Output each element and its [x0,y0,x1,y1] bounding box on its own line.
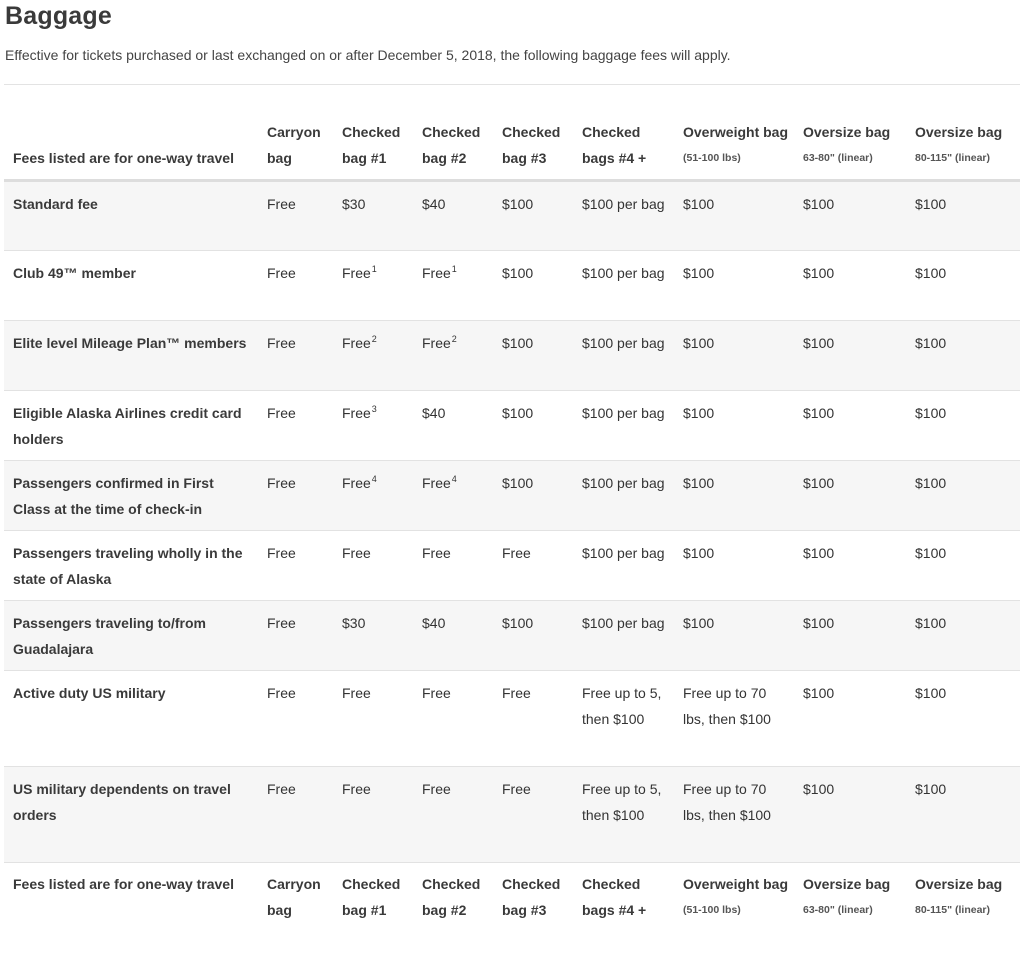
fee-cell [413,531,493,601]
fee-cell [906,767,1020,863]
fee-value: $100 per bag [582,265,665,281]
column-label: Fees listed are for one-way travel [13,150,234,166]
fee-value: Free up to 70 lbs, then $100 [683,685,771,727]
table-footer [4,863,1020,954]
column-sublabel: 80-115" (linear) [915,904,991,916]
fee-value: $100 per bag [582,196,665,212]
fee-cell [906,461,1020,531]
fee-value: $100 per bag [582,405,665,421]
fee-cell [573,321,674,391]
row-label: Elite level Mileage Plan™ members [13,335,247,351]
column-header-cell [573,85,674,181]
fee-cell [906,671,1020,767]
fee-value: Free up to 70 lbs, then $100 [683,781,771,823]
fee-cell [493,251,573,321]
fee-cell [333,181,413,251]
fee-value: $100 [502,335,534,351]
column-header-cell [4,85,258,181]
footer-row [4,863,1020,954]
fee-cell [413,321,493,391]
fee-cell [258,321,333,391]
column-footer-cell [258,863,333,954]
fee-value: $40 [422,196,446,212]
fee-value: Free [267,335,296,351]
fee-value: Free [267,781,296,797]
fee-value: $100 [915,545,947,561]
column-label: Overweight bag [683,876,789,892]
fee-cell [333,671,413,767]
fee-value: $100 [915,685,947,701]
fee-cell [794,391,906,461]
fee-value: $100 per bag [582,545,665,561]
fee-value: Free [422,475,451,491]
fee-cell [674,391,794,461]
fee-value: Free [342,405,371,421]
fee-cell [413,671,493,767]
fee-cell [413,391,493,461]
row-label: Club 49™ member [13,265,136,281]
fee-value: Free [342,685,371,701]
baggage-fees-table [4,84,1020,954]
column-label: Checked bag #1 [342,876,401,918]
fee-cell [794,671,906,767]
fee-cell [674,181,794,251]
fee-value: $100 [803,475,835,491]
column-label: Checked bags #4 + [582,876,647,918]
fee-value: $100 [502,475,534,491]
row-label: US military dependents on travel orders [13,781,231,823]
column-label: Checked bags #4 + [582,124,647,166]
fee-value: $100 [803,781,835,797]
column-label: Checked bag #3 [502,876,561,918]
fee-cell [573,251,674,321]
fee-value: Free [267,615,296,631]
fee-value: $100 [683,545,715,561]
intro-text: Effective for tickets purchased or last exchanged on or after December 5, 2018, the following baggage fees will apply. [5,47,731,63]
fee-value: $40 [422,615,446,631]
fee-cell [333,321,413,391]
column-sublabel: 80-115" (linear) [915,152,991,164]
fee-cell [794,461,906,531]
column-label: Carryon bag [267,124,321,166]
footnote-marker: 2 [371,334,377,345]
fee-cell [906,601,1020,671]
footnote-marker: 2 [451,334,457,345]
column-label: Oversize bag [803,124,891,140]
row-label: Standard fee [13,196,98,212]
fee-value: $100 [915,335,947,351]
fee-cell [674,767,794,863]
column-sublabel: 63-80" (linear) [803,904,873,916]
row-label: Passengers traveling to/from Guadalajara [13,615,206,657]
fee-value: Free [422,265,451,281]
fee-value: Free [267,685,296,701]
fee-cell [333,601,413,671]
fee-value: $100 [803,685,835,701]
column-label: Checked bag #2 [422,124,481,166]
fee-value: $100 [915,475,947,491]
fee-value: $100 per bag [582,335,665,351]
fee-value: Free [502,545,531,561]
column-header-cell [413,85,493,181]
fee-cell [333,461,413,531]
fee-value: $100 [502,405,534,421]
fee-cell [333,531,413,601]
fee-value: $100 [683,615,715,631]
fee-cell [906,391,1020,461]
header-row [4,85,1020,181]
fee-cell [674,671,794,767]
fee-cell [493,767,573,863]
fee-value: Free [422,335,451,351]
fee-value: $100 [683,475,715,491]
page-title: Baggage [5,2,112,30]
column-footer-cell [413,863,493,954]
fee-cell [333,391,413,461]
row-label: Eligible Alaska Airlines credit card holders [13,405,242,447]
fee-value: $100 per bag [582,475,665,491]
fee-value: Free [342,265,371,281]
fee-cell [413,461,493,531]
footnote-marker: 1 [371,264,377,275]
footnote-marker: 4 [451,474,457,485]
fee-cell [258,181,333,251]
fee-cell [573,531,674,601]
fee-cell [794,531,906,601]
footnote-marker: 3 [371,404,377,415]
column-footer-cell [4,863,258,954]
column-label: Overweight bag [683,124,789,140]
fee-value: $100 [683,335,715,351]
column-footer-cell [333,863,413,954]
fee-value: $100 [915,781,947,797]
table-row [4,251,1020,321]
column-label: Checked bag #3 [502,124,561,166]
fee-value: $30 [342,196,366,212]
fee-cell [573,671,674,767]
fee-cell [674,601,794,671]
fee-value: Free [267,545,296,561]
fee-cell [674,251,794,321]
fee-value: $100 [915,615,947,631]
fee-cell [493,601,573,671]
fee-value: $100 [803,265,835,281]
fee-value: $100 [803,196,835,212]
table-row [4,671,1020,767]
column-footer-cell [794,863,906,954]
fee-cell [493,181,573,251]
column-label: Fees listed are for one-way travel [13,876,234,892]
fee-cell [258,601,333,671]
fee-cell [333,767,413,863]
fee-cell [413,767,493,863]
fee-value: $100 [803,335,835,351]
row-label: Passengers confirmed in First Class at the time of check-in [13,475,214,517]
column-label: Checked bag #1 [342,124,401,166]
column-header-cell [906,85,1020,181]
fee-value: $100 [803,405,835,421]
fee-value: Free [267,405,296,421]
column-header-cell [794,85,906,181]
fee-cell [493,391,573,461]
fee-cell [794,181,906,251]
footnote-marker: 1 [451,264,457,275]
row-label: Passengers traveling wholly in the state of Alaska [13,545,243,587]
table-row [4,461,1020,531]
fee-cell [794,767,906,863]
fee-cell [493,671,573,767]
table-row [4,767,1020,863]
column-footer-cell [573,863,674,954]
fee-cell [493,461,573,531]
column-header-cell [258,85,333,181]
fee-value: Free up to 5, then $100 [582,781,662,823]
fee-value: Free [267,265,296,281]
fee-value: $100 [683,405,715,421]
fee-value: $100 [502,196,534,212]
column-label: Oversize bag [915,124,1003,140]
fee-value: $100 per bag [582,615,665,631]
column-sublabel: (51-100 lbs) [683,152,741,164]
fee-cell [258,391,333,461]
fee-cell [573,767,674,863]
fee-cell [413,181,493,251]
column-footer-cell [674,863,794,954]
fee-value: Free [342,475,371,491]
fee-value: Free [422,545,451,561]
fee-cell [258,767,333,863]
fee-value: Free [267,475,296,491]
column-label: Checked bag #2 [422,876,481,918]
fee-cell [674,531,794,601]
fee-cell [258,251,333,321]
table-row [4,531,1020,601]
table-row [4,391,1020,461]
row-label: Active duty US military [13,685,166,701]
fee-cell [573,461,674,531]
fee-value: Free [502,781,531,797]
column-footer-cell [906,863,1020,954]
fee-value: Free up to 5, then $100 [582,685,662,727]
column-label: Carryon bag [267,876,321,918]
fee-value: $100 [683,196,715,212]
fee-cell [258,531,333,601]
fee-cell [573,601,674,671]
fee-value: $100 [502,615,534,631]
fee-cell [794,601,906,671]
fee-value: Free [267,196,296,212]
column-footer-cell [493,863,573,954]
fee-value: $100 [803,545,835,561]
fee-value: Free [422,781,451,797]
table-row [4,181,1020,251]
fee-value: $100 [915,265,947,281]
column-sublabel: 63-80" (linear) [803,152,873,164]
column-header-cell [493,85,573,181]
fee-cell [413,251,493,321]
fee-cell [794,251,906,321]
fee-cell [413,601,493,671]
fee-cell [674,461,794,531]
column-header-cell [333,85,413,181]
fee-cell [794,321,906,391]
fee-value: $100 [502,265,534,281]
fee-cell [258,461,333,531]
column-label: Oversize bag [803,876,891,892]
fee-cell [906,251,1020,321]
fee-value: $100 [683,265,715,281]
fee-value: Free [342,545,371,561]
column-header-cell [674,85,794,181]
table-header [4,85,1020,181]
footnote-marker: 4 [371,474,377,485]
fee-cell [493,531,573,601]
fee-value: Free [502,685,531,701]
fee-cell [333,251,413,321]
fee-value: $100 [915,405,947,421]
fee-value: $30 [342,615,366,631]
column-label: Oversize bag [915,876,1003,892]
fee-value: Free [422,685,451,701]
fee-cell [906,181,1020,251]
fee-cell [674,321,794,391]
fee-cell [258,671,333,767]
table-body [4,181,1020,863]
table-row [4,321,1020,391]
fee-value: Free [342,335,371,351]
fee-cell [493,321,573,391]
fee-cell [573,181,674,251]
fee-cell [906,531,1020,601]
fee-value: $40 [422,405,446,421]
table-row [4,601,1020,671]
fee-cell [906,321,1020,391]
column-sublabel: (51-100 lbs) [683,904,741,916]
fee-value: $100 [915,196,947,212]
fee-value: $100 [803,615,835,631]
fee-cell [573,391,674,461]
fee-value: Free [342,781,371,797]
